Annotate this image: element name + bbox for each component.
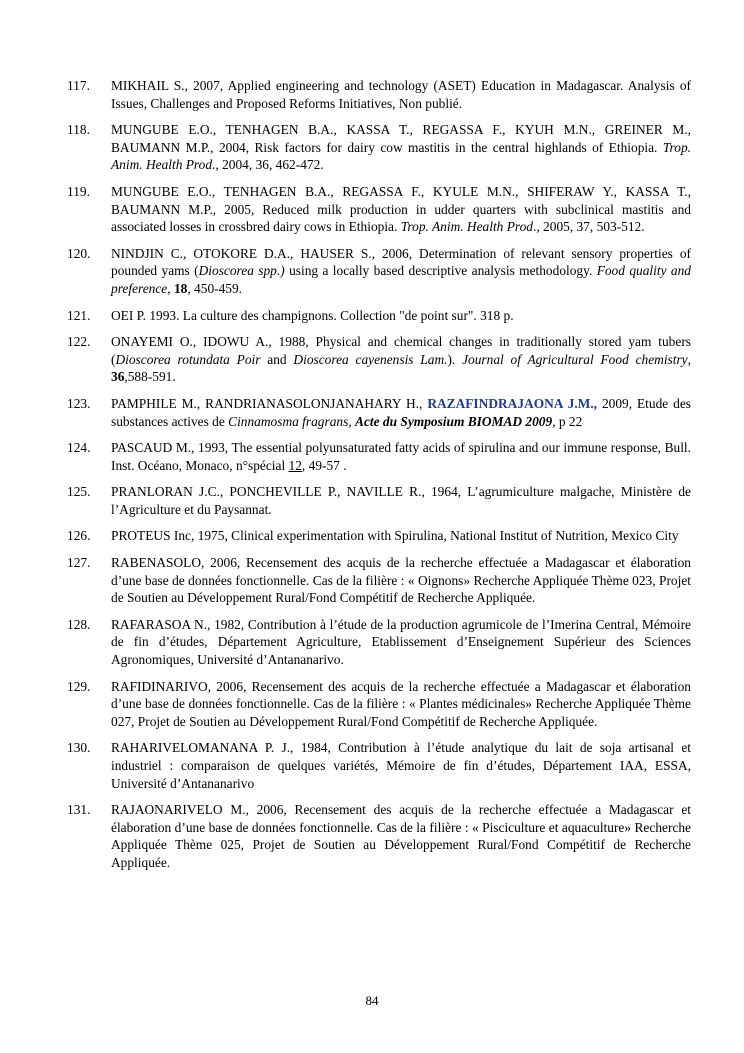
page-number: 84 (365, 993, 379, 1008)
reference-text (111, 439, 691, 474)
reference-entry (67, 121, 691, 174)
reference-entry (67, 245, 691, 298)
reference-text-segment: OEI P. 1993. La culture des champignons. Collection "de point sur". 318 p. (111, 307, 514, 323)
reference-entry (67, 554, 691, 607)
reference-entry (67, 678, 691, 731)
reference-text-segment: Journal of Agricultural Food chemistry (462, 351, 688, 367)
reference-text-segment: 18 (173, 280, 188, 296)
reference-text (111, 121, 691, 174)
reference-entry (67, 307, 691, 325)
reference-text-segment: Dioscorea cayenensis Lam. (293, 351, 448, 367)
reference-text-segment: Acte du Symposium BIOMAD 2009 (355, 413, 553, 429)
reference-text-segment: , p 22 (552, 413, 583, 429)
reference-text (111, 801, 691, 871)
reference-text-segment: , 49-57 . (301, 457, 347, 473)
reference-text-segment: , 450-459. (187, 280, 243, 296)
reference-text-segment: MUNGUBE E.O., TENHAGEN B.A., REGASSA F., KYULE M.N., SHIFERAW Y., KASSA T., BAUMANN M.P., 2005, Reduced milk production in udder quarters with subclinical mastitis and associated losses in crossbred dairy cows in Ethiopia. (111, 183, 691, 235)
reference-text-segment: ., 2005, 37, 503-512. (533, 219, 645, 235)
reference-text-segment: Food quality and preference (111, 263, 691, 296)
reference-text (111, 616, 691, 669)
reference-text-segment: ,588-591. (124, 369, 176, 385)
reference-text-segment: Trop. Anim. Health Prod (400, 219, 534, 235)
reference-number: 123. (67, 395, 91, 411)
reference-number: 121. (67, 307, 91, 323)
reference-text-segment: Trop. Anim. Health Prod (111, 139, 691, 173)
reference-text-segment: Cinnamosma fragrans (228, 413, 349, 429)
reference-list (67, 77, 691, 881)
reference-text-segment: PASCAUD M., 1993, The essential polyunsaturated fatty acids of spirulina and our immune response, Bull. Inst. Océano, Monaco, n°spécial (111, 440, 691, 473)
reference-text (111, 554, 691, 607)
reference-entry (67, 483, 691, 518)
reference-text-segment: RABENASOLO, 2006, Recensement des acquis de la recherche effectuée a Madagascar et élaboration d’une base de données fonctionnelle. Cas de la filière : « Oignons» Recherche Appliquée Thème 023, Projet de Soutien au Développement Rural/Fond Compétitif de Recherche Appliquée. (111, 555, 691, 606)
reference-entry (67, 527, 691, 545)
reference-text (111, 678, 691, 731)
reference-entry (67, 77, 691, 112)
reference-entry (67, 333, 691, 386)
reference-text-segment: PAMPHILE M., RANDRIANASOLONJANAHARY H., (111, 395, 428, 411)
reference-number: 125. (67, 484, 91, 500)
reference-text (111, 527, 691, 545)
reference-text-segment: Dioscorea rotundata Poir (115, 351, 261, 367)
reference-text (111, 245, 691, 298)
reference-text-segment: 2009, Etude des substances actives de (111, 395, 691, 429)
reference-text-segment: RAHARIVELOMANANA P. J., 1984, Contribution à l’étude analytique du lait de soja artisanal et industriel : comparaison de quelques variétés, Mémoire de fin d’études, Département IAA, ESSA, Université d’Antananarivo (111, 740, 691, 791)
reference-text-segment: ). (447, 351, 463, 367)
reference-text-segment: PROTEUS Inc, 1975, Clinical experimentation with Spirulina, National Institut of Nutrition, Mexico City (111, 528, 679, 544)
reference-text-segment: MUNGUBE E.O., TENHAGEN B.A., KASSA T., REGASSA F., KYUH M.N., GREINER M., BAUMANN M.P., 2004, Risk factors for dairy cow mastitis in the central highlands of Ethiopia. (111, 122, 691, 155)
reference-text-segment: , (167, 280, 174, 296)
reference-entry (67, 183, 691, 236)
reference-number: 118. (67, 122, 90, 138)
reference-number: 129. (67, 678, 91, 694)
reference-text-segment: , (687, 351, 691, 367)
reference-text (111, 395, 691, 430)
reference-text (111, 183, 691, 236)
reference-text-segment: ., 2004, 36, 462-472. (212, 157, 324, 173)
reference-text (111, 483, 691, 518)
reference-entry (67, 395, 691, 430)
reference-text-segment: MIKHAIL S., 2007, Applied engineering and technology (ASET) Education in Madagascar. Analysis of Issues, Challenges and Proposed Reforms Initiatives, Non publié. (111, 78, 691, 111)
reference-number: 120. (67, 245, 91, 261)
reference-number: 117. (67, 78, 90, 93)
reference-text (111, 77, 691, 112)
reference-text (111, 739, 691, 792)
reference-text-segment: Dioscorea spp.) (198, 263, 285, 279)
reference-number: 124. (67, 440, 91, 456)
reference-number: 119. (67, 183, 90, 199)
reference-text (111, 307, 691, 325)
reference-text-segment: RAJAONARIVELO M., 2006, Recensement des acquis de la recherche effectuée a Madagascar et élaboration d’une base de données fonctionnelle. Cas de la filière : « Pisciculture et aquaculture» Recherche Appliquée Thème 025, Projet de Soutien au Développement Rural/Fond Compétitif de Recherche Appliquée. (111, 802, 691, 870)
reference-text-segment: , (348, 413, 356, 429)
reference-entry (67, 739, 691, 792)
reference-entry (67, 801, 691, 871)
reference-entry (67, 616, 691, 669)
reference-number: 122. (67, 334, 91, 350)
reference-text (111, 333, 691, 386)
reference-text-segment: NINDJIN C., OTOKORE D.A., HAUSER S., 2006, Determination of relevant sensory properties of pounded yams ( (111, 245, 691, 279)
reference-number: 128. (67, 616, 91, 632)
reference-text-segment: 36 (111, 369, 125, 385)
reference-text-segment: ONAYEMI O., IDOWU A., 1988, Physical and chemical changes in traditionally stored yam tubers ( (111, 334, 691, 367)
reference-text-segment: RAZAFINDRAJAONA J.M., (427, 395, 598, 411)
reference-text-segment: RAFIDINARIVO, 2006, Recensement des acquis de la recherche effectuée a Madagascar et élaboration d’une base de données fonctionnelle. Cas de la filière : « Plantes médicinales» Recherche Appliquée Thème 027, Projet de Soutien au Développement Rural/Fond Compétitif de Recherche Appliquée. (111, 678, 691, 729)
reference-number: 131. (67, 802, 91, 818)
reference-entry (67, 439, 691, 474)
reference-text-segment: 12 (288, 457, 302, 473)
reference-text-segment: and (260, 351, 294, 367)
reference-text-segment: PRANLORAN J.C., PONCHEVILLE P., NAVILLE R., 1964, L’agrumiculture malgache, Ministère de l’Agriculture et du Paysannat. (111, 484, 691, 517)
reference-number: 127. (67, 555, 91, 571)
reference-number: 126. (67, 528, 91, 544)
reference-text-segment: RAFARASOA N., 1982, Contribution à l’étude de la production agrumicole de l’Imerina Central, Mémoire de fin d’études, Département Agriculture, Etablissement d’Enseignement Supérieur des Sciences Agronomiques, Université d’Antananarivo. (111, 616, 691, 668)
reference-text-segment: using a locally based descriptive analysis methodology. (284, 263, 597, 279)
reference-number: 130. (67, 740, 91, 756)
